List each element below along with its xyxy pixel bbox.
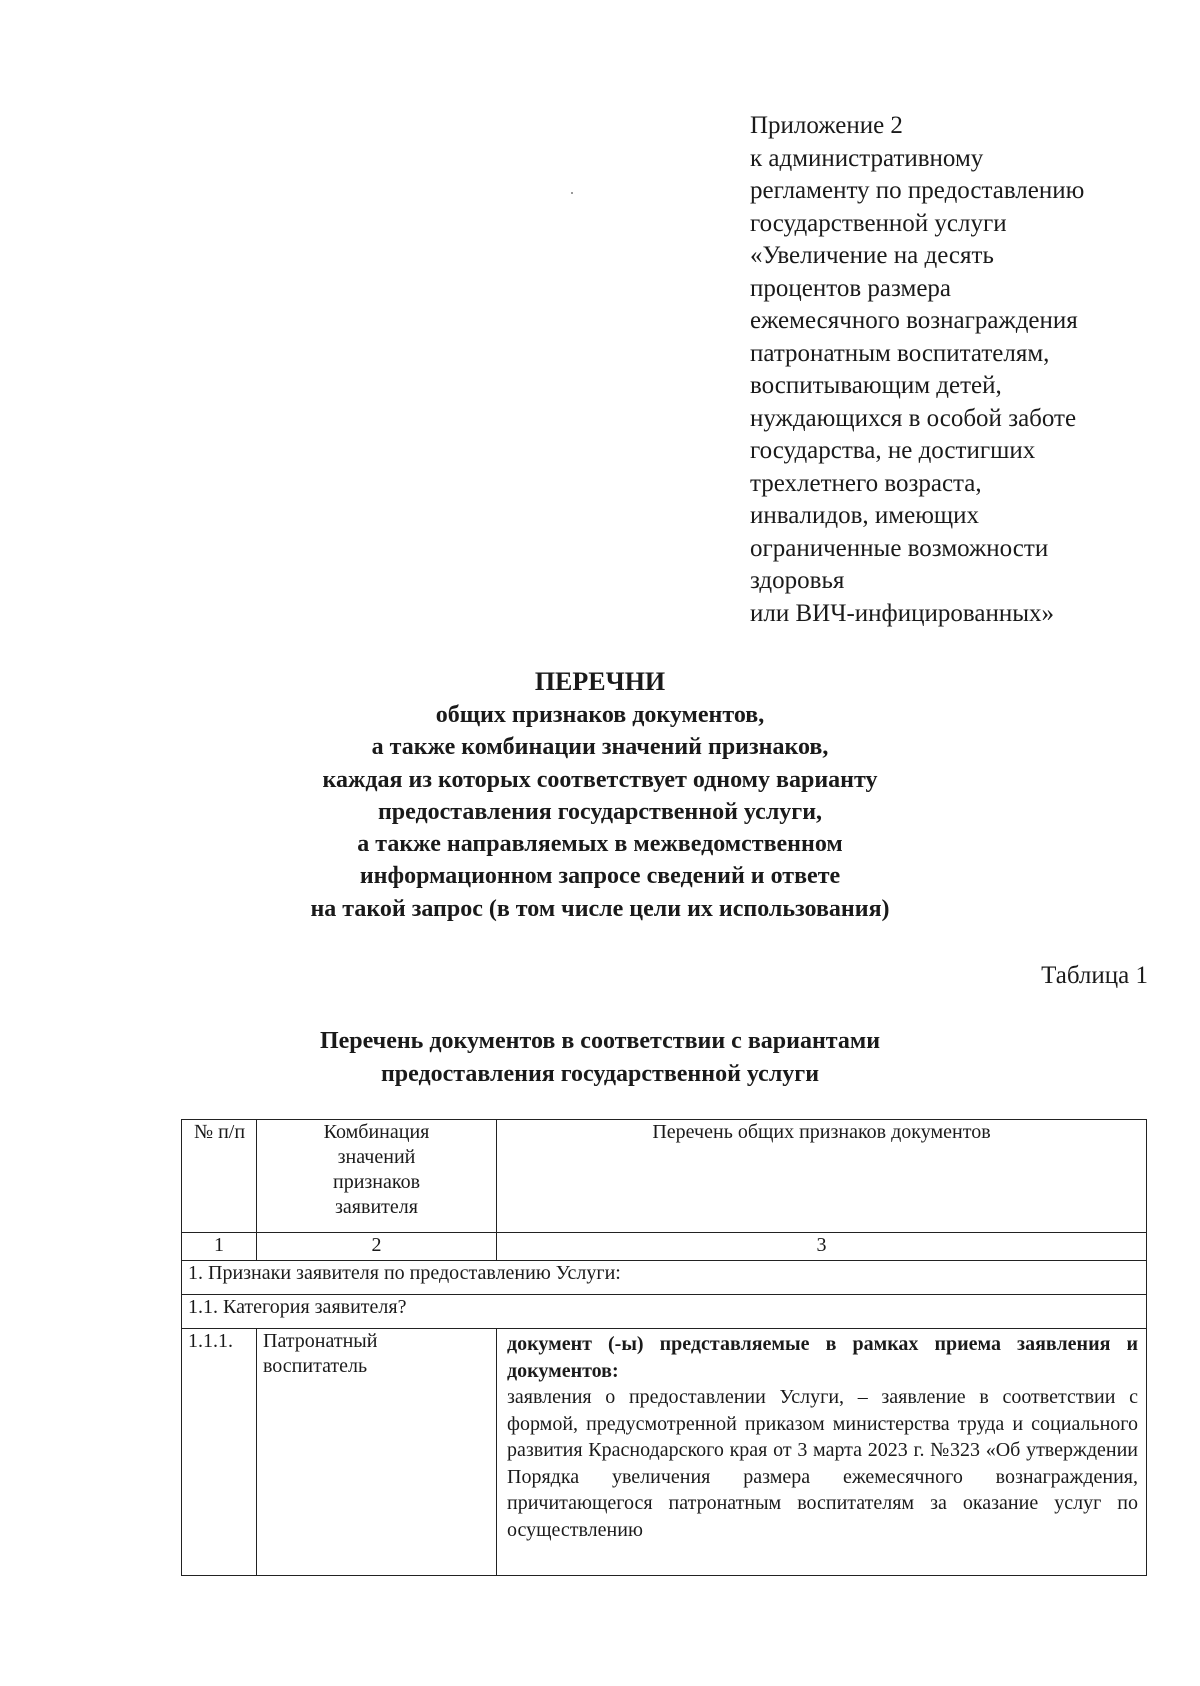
row-description-bold: документ (-ы) представляемые в рамках приема заявления и документов: [507, 1333, 1138, 1382]
table-title-line: предоставления государственной услуги [380, 1061, 820, 1087]
appendix-line: трехлетнего возраста, [750, 469, 982, 497]
appendix-line: государственной услуги [750, 209, 1007, 237]
appendix-line: процентов размера [750, 274, 952, 302]
documents-table [181, 1119, 1147, 1576]
appendix-line: ограниченные возможности [750, 534, 1049, 562]
table-row [182, 1329, 1147, 1576]
table-title [0, 1025, 1200, 1091]
section-row [182, 1295, 1147, 1329]
title-line: общих признаков документов, [435, 702, 765, 728]
appendix-line: регламенту по предоставлению [750, 177, 1085, 204]
column-number: 1 [182, 1233, 257, 1261]
appendix-line: «Увеличение на десять [750, 242, 994, 269]
appendix-line: здоровья [750, 567, 845, 594]
row-description-text: заявления о предоставлении Услуги, – заявление в соответствии с формой, предусмотренной приказом министерства труда и социального развития Краснодарского края от 3 марта 2023 г. №323 «Об утверждении Порядка увеличения размера ежемесячного вознаграждения, причитающегося патронатным воспитателям за оказание услуг по осуществлению [507, 1386, 1138, 1541]
header-combination-line: Комбинация [323, 1121, 430, 1143]
table-label: Таблица 1 [1041, 962, 1148, 989]
appendix-line: к административному [750, 144, 984, 172]
appendix-line: ежемесячного вознаграждения [750, 307, 1078, 334]
header-combination-line: заявителя [335, 1196, 418, 1218]
title-line: а также направляемых в межведомственном [357, 831, 843, 858]
header-number: № п/п [182, 1120, 257, 1233]
title-line: информационном запросе сведений и ответе [359, 863, 841, 890]
title-line: а также комбинации значений признаков, [371, 734, 829, 761]
table-header-row [182, 1120, 1147, 1233]
row-combination-line: Патронатный [263, 1330, 378, 1352]
row-number: 1.1.1. [182, 1329, 257, 1576]
scan-speck [571, 192, 573, 194]
title-main: ПЕРЕЧНИ [534, 667, 666, 696]
appendix-line: государства, не достигших [750, 437, 1036, 464]
header-combination-line: признаков [332, 1171, 421, 1193]
appendix-block [750, 110, 1170, 630]
title-line: предоставления государственной услуги, [377, 798, 823, 825]
header-features: Перечень общих признаков документов [497, 1120, 1147, 1233]
title-line: каждая из которых соответствует одному варианту [322, 766, 878, 793]
section-heading: 1. Признаки заявителя по предоставлению Услуги: [182, 1261, 1147, 1295]
appendix-line: инвалидов, имеющих [750, 502, 980, 529]
appendix-line: патронатным воспитателям, [750, 339, 1050, 367]
title-line: на такой запрос (в том числе цели их использования) [310, 895, 890, 922]
column-number: 2 [257, 1233, 497, 1261]
table-title-line: Перечень документов в соответствии с вариантами [319, 1028, 881, 1054]
row-combination-line: воспитатель [263, 1355, 368, 1377]
row-description [497, 1329, 1147, 1576]
appendix-line: или ВИЧ-инфицированных» [750, 599, 1055, 627]
appendix-line: воспитывающим детей, [750, 372, 1002, 399]
section-row [182, 1261, 1147, 1295]
column-number: 3 [497, 1233, 1147, 1261]
header-combination [257, 1120, 497, 1233]
column-number-row [182, 1233, 1147, 1261]
row-combination [257, 1329, 497, 1576]
header-combination-line: значений [337, 1146, 416, 1168]
appendix-line: Приложение 2 [750, 112, 903, 139]
document-title [0, 665, 1200, 925]
subsection-heading: 1.1. Категория заявителя? [182, 1295, 1147, 1329]
appendix-line: нуждающихся в особой заботе [750, 404, 1077, 432]
